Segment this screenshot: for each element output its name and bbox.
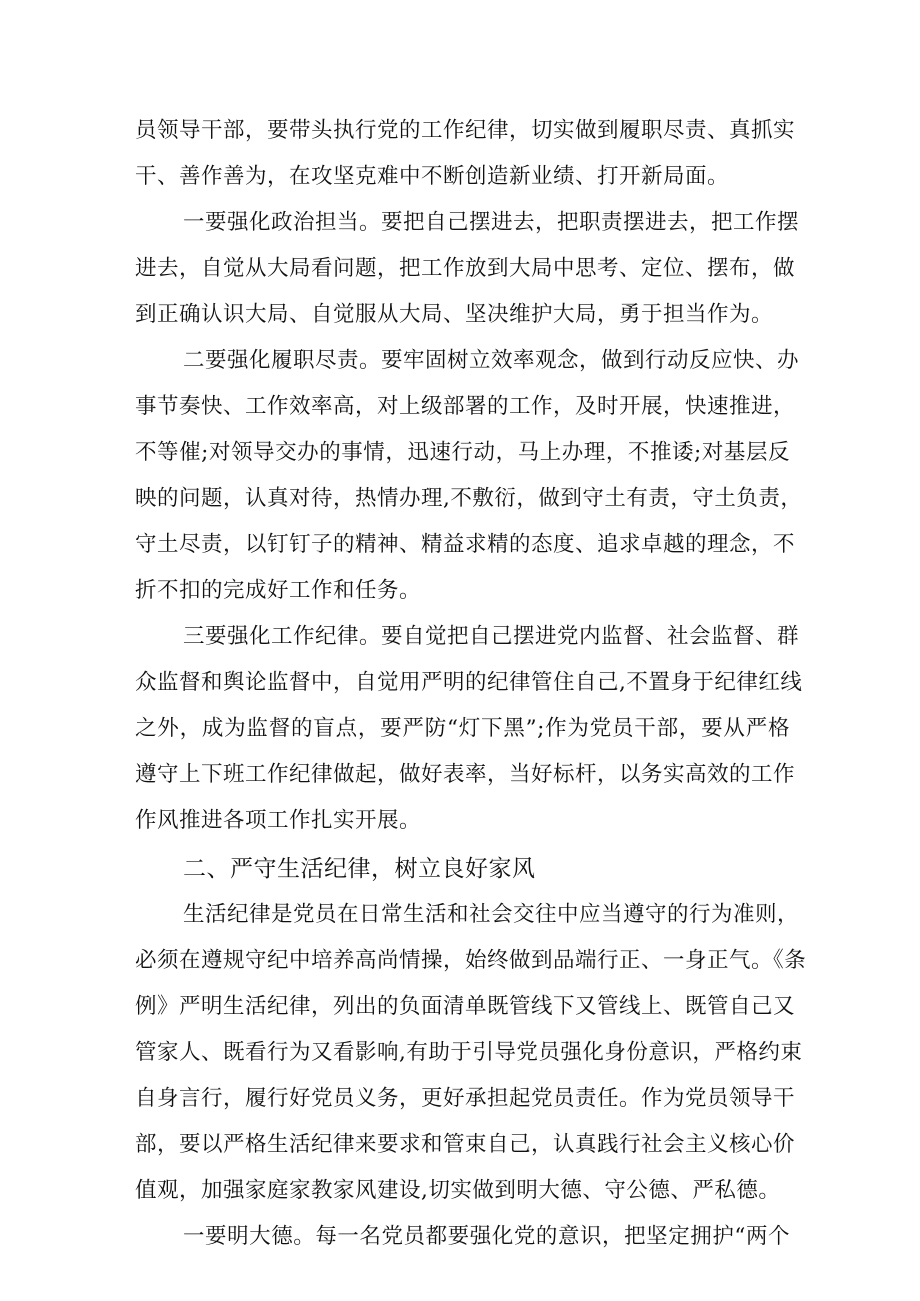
paragraph-line: 必须在遵规守纪中培养高尚情操，始终做到品端行正、一身正气。《条 [135, 948, 807, 973]
paragraph-line: 守土尽责，以钉钉子的精神、精益求精的态度、追求卓越的理念，不 [135, 532, 796, 557]
paragraph-line: 事节奏快、工作效率高，对上级部署的工作，及时开展，快速推进， [135, 394, 796, 419]
paragraph-line: 自身言行，履行好党员义务，更好承担起党员责任。作为党员领导干 [135, 1086, 796, 1111]
paragraph-line: 三要强化工作纪律。要自觉把自己摆进党内监督、社会监督、群 [183, 624, 800, 649]
paragraph-line: 之外，成为监督的盲点，要严防“灯下黑”;作为党员干部，要从严格 [135, 716, 790, 741]
paragraph-line: 一要强化政治担当。要把自己摆进去，把职责摆进去，把工作摆 [183, 210, 800, 235]
paragraph-line: 到正确认识大局、自觉服从大局、坚决维护大局，勇于担当作为。 [135, 302, 774, 327]
paragraph-line: 映的问题，认真对待，热情办理,不敷衍，做到守土有责，守土负责， [135, 486, 803, 511]
paragraph-line: 作风推进各项工作扎实开展。 [135, 808, 422, 833]
paragraph-line: 部，要以严格生活纪律来要求和管束自己，认真践行社会主义核心价 [135, 1132, 796, 1157]
paragraph-line: 折不扣的完成好工作和任务。 [135, 578, 422, 603]
paragraph-line: 例》严明生活纪律，列出的负面清单既管线下又管线上、既管自己又 [135, 994, 796, 1019]
section-heading: 二、严守生活纪律，树立良好家风 [183, 856, 536, 882]
paragraph-line: 不等催;对领导交办的事情，迅速行动，马上办理，不推诿;对基层反 [135, 440, 790, 465]
paragraph-line: 遵守上下班工作纪律做起，做好表率，当好标杆，以务实高效的工作 [135, 762, 796, 787]
paragraph-line: 生活纪律是党员在日常生活和社会交往中应当遵守的行为准则， [183, 902, 800, 927]
paragraph-line: 干、善作善为，在攻坚克难中不断创造新业绩、打开新局面。 [135, 164, 730, 189]
paragraph-line: 管家人、既看行为又看影响,有助于引导党员强化身份意识，严格约束 [135, 1040, 803, 1065]
paragraph-line: 众监督和舆论监督中，自觉用严明的纪律管住自己,不置身于纪律红线 [135, 670, 803, 695]
paragraph-line: 员领导干部，要带头执行党的工作纪律，切实做到履职尽责、真抓实 [135, 118, 796, 143]
paragraph-line: 一要明大德。每一名党员都要强化党的意识，把坚定拥护“两个 [183, 1224, 790, 1249]
paragraph-line: 二要强化履职尽责。要牢固树立效率观念，做到行动反应快、办 [183, 348, 800, 373]
paragraph-line: 进去，自觉从大局看问题，把工作放到大局中思考、定位、摆布，做 [135, 256, 796, 281]
paragraph-line: 值观，加强家庭家教家风建设,切实做到明大德、守公德、严私德。 [135, 1178, 781, 1203]
